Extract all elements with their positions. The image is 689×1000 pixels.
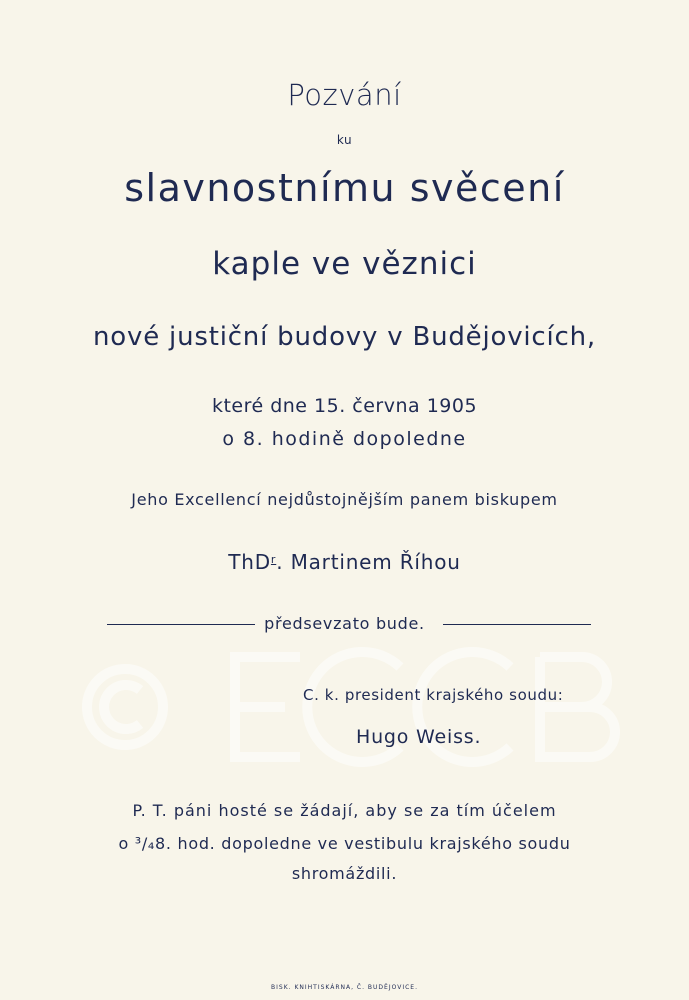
building-line: nové justiční budovy v Budějovicích, bbox=[93, 322, 596, 352]
officiant-name-sup: r bbox=[270, 553, 277, 566]
officiant-name bbox=[0, 550, 689, 574]
action-text: předsevzato bude. bbox=[264, 614, 425, 633]
signature-title: C. k. president krajského soudu: bbox=[303, 686, 564, 704]
watermark bbox=[70, 632, 630, 782]
note-line-2: o ³/₄8. hod. dopoledne ve vestibulu krajského soudu bbox=[118, 834, 571, 853]
note-line-3: shromáždili. bbox=[291, 864, 398, 883]
officiant-name-rest: . Martinem Říhou bbox=[276, 550, 461, 574]
date-line: které dne 15. června 1905 bbox=[211, 395, 478, 417]
action-row bbox=[0, 614, 689, 636]
officiant-intro: Jeho Excellencí nejdůstojnějším panem biskupem bbox=[131, 490, 558, 509]
note-line-1: P. T. páni hosté se žádají, aby se za tím účelem bbox=[132, 801, 557, 820]
invitation-title: Pozvání bbox=[287, 78, 402, 112]
signature-name: Hugo Weiss. bbox=[356, 726, 482, 748]
rule-right bbox=[443, 624, 591, 625]
officiant-name-prefix: ThD bbox=[228, 550, 271, 574]
printer-imprint: BISK. KNIHTISKÁRNA, Č. BUDĚJOVICE. bbox=[271, 984, 418, 991]
preposition-ku: ku bbox=[336, 133, 353, 147]
event-object: kaple ve věznici bbox=[212, 246, 477, 282]
event-name: slavnostnímu svěcení bbox=[124, 166, 565, 210]
time-line: o 8. hodině dopoledne bbox=[222, 428, 467, 450]
